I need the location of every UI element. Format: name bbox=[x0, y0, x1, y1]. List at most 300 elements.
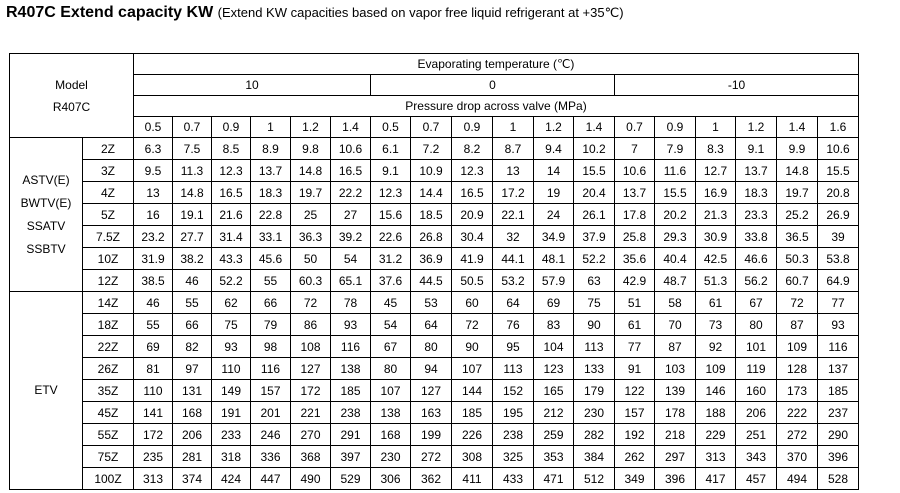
capacity-cell: 246 bbox=[251, 424, 291, 446]
title-main: R407C Extend capacity KW bbox=[6, 4, 214, 21]
capacity-cell: 25.8 bbox=[615, 226, 655, 248]
capacity-cell: 46 bbox=[173, 270, 212, 292]
capacity-cell: 16.5 bbox=[452, 182, 493, 204]
capacity-cell: 8.3 bbox=[696, 138, 736, 160]
table-row bbox=[10, 248, 859, 270]
capacity-cell: 396 bbox=[655, 468, 696, 490]
pressure-col-header: 1 bbox=[493, 117, 534, 138]
capacity-cell: 80 bbox=[411, 336, 452, 358]
capacity-cell: 14.8 bbox=[291, 160, 331, 182]
capacity-cell: 163 bbox=[411, 402, 452, 424]
capacity-cell: 494 bbox=[777, 468, 818, 490]
capacity-cell: 23.2 bbox=[134, 226, 173, 248]
capacity-cell: 10.6 bbox=[331, 138, 371, 160]
page-title bbox=[6, 4, 624, 22]
capacity-cell: 27 bbox=[331, 204, 371, 226]
capacity-cell: 13.7 bbox=[736, 160, 777, 182]
capacity-cell: 272 bbox=[411, 446, 452, 468]
capacity-cell: 7 bbox=[615, 138, 655, 160]
capacity-cell: 10.9 bbox=[411, 160, 452, 182]
capacity-cell: 297 bbox=[655, 446, 696, 468]
capacity-cell: 229 bbox=[696, 424, 736, 446]
capacity-cell: 128 bbox=[777, 358, 818, 380]
model-size-cell: 75Z bbox=[83, 446, 134, 468]
capacity-cell: 60 bbox=[452, 292, 493, 314]
capacity-cell: 512 bbox=[574, 468, 615, 490]
capacity-cell: 20.4 bbox=[574, 182, 615, 204]
capacity-cell: 116 bbox=[331, 336, 371, 358]
capacity-cell: 46 bbox=[134, 292, 173, 314]
capacity-cell: 233 bbox=[212, 424, 251, 446]
capacity-cell: 39.2 bbox=[331, 226, 371, 248]
capacity-cell: 72 bbox=[291, 292, 331, 314]
capacity-cell: 75 bbox=[212, 314, 251, 336]
capacity-cell: 70 bbox=[655, 314, 696, 336]
capacity-cell: 107 bbox=[452, 358, 493, 380]
capacity-cell: 21.6 bbox=[212, 204, 251, 226]
capacity-cell: 362 bbox=[411, 468, 452, 490]
capacity-cell: 9.4 bbox=[534, 138, 574, 160]
capacity-cell: 25 bbox=[291, 204, 331, 226]
capacity-cell: 33.1 bbox=[251, 226, 291, 248]
table-row bbox=[10, 468, 859, 490]
capacity-cell: 69 bbox=[134, 336, 173, 358]
capacity-cell: 40.4 bbox=[655, 248, 696, 270]
capacity-cell: 13 bbox=[134, 182, 173, 204]
model-size-cell: 2Z bbox=[83, 138, 134, 160]
capacity-cell: 109 bbox=[777, 336, 818, 358]
series-name: SSATV bbox=[26, 218, 66, 233]
capacity-cell: 69 bbox=[534, 292, 574, 314]
model-size-cell: 55Z bbox=[83, 424, 134, 446]
capacity-cell: 87 bbox=[655, 336, 696, 358]
series-group-cell bbox=[10, 292, 83, 490]
capacity-cell: 77 bbox=[615, 336, 655, 358]
capacity-cell: 51 bbox=[615, 292, 655, 314]
capacity-cell: 238 bbox=[493, 424, 534, 446]
capacity-cell: 411 bbox=[452, 468, 493, 490]
capacity-cell: 9.1 bbox=[371, 160, 411, 182]
capacity-cell: 9.1 bbox=[736, 138, 777, 160]
capacity-cell: 417 bbox=[696, 468, 736, 490]
pressure-col-header: 0.7 bbox=[411, 117, 452, 138]
capacity-cell: 308 bbox=[452, 446, 493, 468]
capacity-cell: 26.8 bbox=[411, 226, 452, 248]
capacity-cell: 15.5 bbox=[655, 182, 696, 204]
capacity-cell: 31.4 bbox=[212, 226, 251, 248]
capacity-cell: 235 bbox=[134, 446, 173, 468]
table-row bbox=[10, 336, 859, 358]
capacity-cell: 81 bbox=[134, 358, 173, 380]
capacity-cell: 44.1 bbox=[493, 248, 534, 270]
capacity-cell: 53.8 bbox=[818, 248, 859, 270]
capacity-cell: 192 bbox=[615, 424, 655, 446]
capacity-cell: 179 bbox=[574, 380, 615, 402]
capacity-cell: 91 bbox=[615, 358, 655, 380]
capacity-cell: 94 bbox=[411, 358, 452, 380]
capacity-cell: 72 bbox=[777, 292, 818, 314]
series-group-cell bbox=[10, 138, 83, 292]
table-row bbox=[10, 402, 859, 424]
series-name: SSBTV bbox=[26, 241, 66, 256]
capacity-cell: 37.6 bbox=[371, 270, 411, 292]
table-row bbox=[10, 138, 859, 160]
capacity-cell: 396 bbox=[818, 446, 859, 468]
capacity-cell: 195 bbox=[493, 402, 534, 424]
capacity-cell: 35.6 bbox=[615, 248, 655, 270]
capacity-cell: 42.5 bbox=[696, 248, 736, 270]
capacity-cell: 19 bbox=[534, 182, 574, 204]
capacity-cell: 160 bbox=[736, 380, 777, 402]
capacity-cell: 8.7 bbox=[493, 138, 534, 160]
capacity-cell: 19.7 bbox=[291, 182, 331, 204]
table-row bbox=[10, 292, 859, 314]
capacity-cell: 30.4 bbox=[452, 226, 493, 248]
capacity-cell: 447 bbox=[251, 468, 291, 490]
table-row bbox=[10, 270, 859, 292]
capacity-cell: 185 bbox=[818, 380, 859, 402]
capacity-cell: 14 bbox=[534, 160, 574, 182]
capacity-cell: 349 bbox=[615, 468, 655, 490]
capacity-cell: 397 bbox=[331, 446, 371, 468]
evap-temp-header: Evaporating temperature (℃) bbox=[134, 54, 859, 75]
capacity-cell: 127 bbox=[291, 358, 331, 380]
capacity-cell: 22.6 bbox=[371, 226, 411, 248]
pressure-col-header: 0.9 bbox=[452, 117, 493, 138]
pressure-col-header: 0.9 bbox=[212, 117, 251, 138]
capacity-cell: 109 bbox=[696, 358, 736, 380]
capacity-cell: 368 bbox=[291, 446, 331, 468]
capacity-cell: 75 bbox=[574, 292, 615, 314]
table-row bbox=[10, 204, 859, 226]
capacity-cell: 116 bbox=[818, 336, 859, 358]
capacity-cell: 313 bbox=[696, 446, 736, 468]
capacity-cell: 31.9 bbox=[134, 248, 173, 270]
capacity-cell: 168 bbox=[173, 402, 212, 424]
pressure-col-header: 0.5 bbox=[134, 117, 173, 138]
capacity-cell: 201 bbox=[251, 402, 291, 424]
capacity-cell: 457 bbox=[736, 468, 777, 490]
capacity-cell: 24 bbox=[534, 204, 574, 226]
capacity-cell: 110 bbox=[134, 380, 173, 402]
capacity-cell: 38.2 bbox=[173, 248, 212, 270]
pressure-col-header: 0.9 bbox=[655, 117, 696, 138]
capacity-cell: 168 bbox=[371, 424, 411, 446]
capacity-cell: 50.3 bbox=[777, 248, 818, 270]
capacity-cell: 83 bbox=[534, 314, 574, 336]
capacity-cell: 133 bbox=[574, 358, 615, 380]
capacity-cell: 20.9 bbox=[452, 204, 493, 226]
capacity-cell: 149 bbox=[212, 380, 251, 402]
capacity-cell: 36.9 bbox=[411, 248, 452, 270]
capacity-cell: 138 bbox=[371, 402, 411, 424]
capacity-cell: 20.2 bbox=[655, 204, 696, 226]
capacity-cell: 353 bbox=[534, 446, 574, 468]
table-row bbox=[10, 446, 859, 468]
capacity-cell: 313 bbox=[134, 468, 173, 490]
capacity-cell: 131 bbox=[173, 380, 212, 402]
model-size-cell: 3Z bbox=[83, 160, 134, 182]
capacity-cell: 237 bbox=[818, 402, 859, 424]
pressure-col-header: 0.5 bbox=[371, 117, 411, 138]
capacity-cell: 78 bbox=[331, 292, 371, 314]
table-row bbox=[10, 380, 859, 402]
capacity-cell: 25.2 bbox=[777, 204, 818, 226]
capacity-cell: 23.3 bbox=[736, 204, 777, 226]
capacity-cell: 157 bbox=[615, 402, 655, 424]
capacity-cell: 528 bbox=[818, 468, 859, 490]
capacity-cell: 433 bbox=[493, 468, 534, 490]
capacity-cell: 222 bbox=[777, 402, 818, 424]
capacity-cell: 61 bbox=[615, 314, 655, 336]
capacity-cell: 64 bbox=[493, 292, 534, 314]
capacity-cell: 10.2 bbox=[574, 138, 615, 160]
model-size-cell: 26Z bbox=[83, 358, 134, 380]
capacity-cell: 14.4 bbox=[411, 182, 452, 204]
capacity-cell: 36.3 bbox=[291, 226, 331, 248]
capacity-cell: 90 bbox=[452, 336, 493, 358]
capacity-cell: 41.9 bbox=[452, 248, 493, 270]
capacity-cell: 272 bbox=[777, 424, 818, 446]
capacity-cell: 18.3 bbox=[736, 182, 777, 204]
table-row bbox=[10, 160, 859, 182]
capacity-cell: 188 bbox=[696, 402, 736, 424]
capacity-cell: 15.6 bbox=[371, 204, 411, 226]
capacity-cell: 230 bbox=[574, 402, 615, 424]
capacity-cell: 206 bbox=[173, 424, 212, 446]
table-row bbox=[10, 424, 859, 446]
capacity-cell: 30.9 bbox=[696, 226, 736, 248]
capacity-cell: 22.1 bbox=[493, 204, 534, 226]
capacity-cell: 93 bbox=[331, 314, 371, 336]
table-row bbox=[10, 226, 859, 248]
title-subtitle: (Extend KW capacities based on vapor free liquid refrigerant at +35℃) bbox=[217, 5, 624, 20]
model-size-cell: 18Z bbox=[83, 314, 134, 336]
capacity-cell: 259 bbox=[534, 424, 574, 446]
capacity-cell: 7.2 bbox=[411, 138, 452, 160]
capacity-cell: 54 bbox=[331, 248, 371, 270]
model-refrigerant: R407C bbox=[52, 99, 91, 114]
capacity-cell: 15.5 bbox=[574, 160, 615, 182]
temp-header-10: 10 bbox=[134, 75, 371, 96]
capacity-cell: 95 bbox=[493, 336, 534, 358]
pressure-col-header: 0.7 bbox=[615, 117, 655, 138]
capacity-cell: 22.2 bbox=[331, 182, 371, 204]
capacity-cell: 12.7 bbox=[696, 160, 736, 182]
capacity-cell: 66 bbox=[251, 292, 291, 314]
capacity-cell: 10.6 bbox=[615, 160, 655, 182]
capacity-cell: 226 bbox=[452, 424, 493, 446]
capacity-cell: 16.5 bbox=[331, 160, 371, 182]
capacity-cell: 173 bbox=[777, 380, 818, 402]
capacity-cell: 251 bbox=[736, 424, 777, 446]
capacity-cell: 8.2 bbox=[452, 138, 493, 160]
series-name: ASTV(E) bbox=[22, 172, 70, 187]
table-row bbox=[10, 358, 859, 380]
capacity-cell: 206 bbox=[736, 402, 777, 424]
capacity-cell: 113 bbox=[493, 358, 534, 380]
capacity-cell: 82 bbox=[173, 336, 212, 358]
model-size-cell: 45Z bbox=[83, 402, 134, 424]
capacity-cell: 61 bbox=[696, 292, 736, 314]
table-row bbox=[10, 182, 859, 204]
capacity-cell: 325 bbox=[493, 446, 534, 468]
capacity-cell: 108 bbox=[291, 336, 331, 358]
table-row bbox=[10, 314, 859, 336]
capacity-cell: 137 bbox=[818, 358, 859, 380]
model-size-cell: 12Z bbox=[83, 270, 134, 292]
capacity-cell: 42.9 bbox=[615, 270, 655, 292]
capacity-cell: 62 bbox=[212, 292, 251, 314]
capacity-cell: 66 bbox=[173, 314, 212, 336]
capacity-cell: 39 bbox=[818, 226, 859, 248]
model-size-cell: 4Z bbox=[83, 182, 134, 204]
capacity-cell: 77 bbox=[818, 292, 859, 314]
capacity-cell: 152 bbox=[493, 380, 534, 402]
capacity-cell: 10.6 bbox=[818, 138, 859, 160]
capacity-cell: 157 bbox=[251, 380, 291, 402]
capacity-cell: 60.3 bbox=[291, 270, 331, 292]
capacity-cell: 86 bbox=[291, 314, 331, 336]
capacity-cell: 17.2 bbox=[493, 182, 534, 204]
capacity-cell: 139 bbox=[655, 380, 696, 402]
capacity-cell: 374 bbox=[173, 468, 212, 490]
capacity-cell: 13.7 bbox=[251, 160, 291, 182]
model-size-cell: 100Z bbox=[83, 468, 134, 490]
capacity-cell: 55 bbox=[251, 270, 291, 292]
pressure-col-header: 1.4 bbox=[331, 117, 371, 138]
capacity-cell: 185 bbox=[331, 380, 371, 402]
capacity-cell: 13 bbox=[493, 160, 534, 182]
capacity-cell: 80 bbox=[371, 358, 411, 380]
capacity-cell: 36.5 bbox=[777, 226, 818, 248]
capacity-cell: 127 bbox=[411, 380, 452, 402]
capacity-cell: 8.5 bbox=[212, 138, 251, 160]
capacity-cell: 199 bbox=[411, 424, 452, 446]
capacity-cell: 282 bbox=[574, 424, 615, 446]
capacity-cell: 50.5 bbox=[452, 270, 493, 292]
capacity-cell: 52.2 bbox=[574, 248, 615, 270]
capacity-cell: 90 bbox=[574, 314, 615, 336]
capacity-cell: 26.1 bbox=[574, 204, 615, 226]
capacity-cell: 490 bbox=[291, 468, 331, 490]
capacity-cell: 165 bbox=[534, 380, 574, 402]
capacity-cell: 9.5 bbox=[134, 160, 173, 182]
capacity-cell: 64.9 bbox=[818, 270, 859, 292]
capacity-cell: 55 bbox=[173, 292, 212, 314]
capacity-cell: 6.3 bbox=[134, 138, 173, 160]
capacity-cell: 20.8 bbox=[818, 182, 859, 204]
capacity-cell: 97 bbox=[173, 358, 212, 380]
pressure-drop-header: Pressure drop across valve (MPa) bbox=[134, 96, 859, 117]
capacity-cell: 529 bbox=[331, 468, 371, 490]
pressure-col-header: 1.4 bbox=[574, 117, 615, 138]
capacity-cell: 52.2 bbox=[212, 270, 251, 292]
capacity-cell: 103 bbox=[655, 358, 696, 380]
capacity-cell: 44.5 bbox=[411, 270, 452, 292]
capacity-cell: 122 bbox=[615, 380, 655, 402]
model-label: Model bbox=[55, 77, 88, 92]
capacity-cell: 11.3 bbox=[173, 160, 212, 182]
capacity-cell: 37.9 bbox=[574, 226, 615, 248]
capacity-cell: 144 bbox=[452, 380, 493, 402]
pressure-col-header: 0.7 bbox=[173, 117, 212, 138]
capacity-cell: 16.5 bbox=[212, 182, 251, 204]
capacity-cell: 22.8 bbox=[251, 204, 291, 226]
capacity-cell: 138 bbox=[331, 358, 371, 380]
pressure-col-header: 1.2 bbox=[534, 117, 574, 138]
capacity-cell: 92 bbox=[696, 336, 736, 358]
capacity-cell: 291 bbox=[331, 424, 371, 446]
capacity-cell: 60.7 bbox=[777, 270, 818, 292]
capacity-cell: 101 bbox=[736, 336, 777, 358]
capacity-cell: 343 bbox=[736, 446, 777, 468]
capacity-cell: 50 bbox=[291, 248, 331, 270]
capacity-cell: 172 bbox=[291, 380, 331, 402]
capacity-cell: 72 bbox=[452, 314, 493, 336]
capacity-cell: 67 bbox=[371, 336, 411, 358]
capacity-cell: 45 bbox=[371, 292, 411, 314]
capacity-cell: 26.9 bbox=[818, 204, 859, 226]
capacity-cell: 51.3 bbox=[696, 270, 736, 292]
capacity-cell: 262 bbox=[615, 446, 655, 468]
capacity-cell: 67 bbox=[736, 292, 777, 314]
capacity-cell: 43.3 bbox=[212, 248, 251, 270]
capacity-cell: 65.1 bbox=[331, 270, 371, 292]
capacity-cell: 6.1 bbox=[371, 138, 411, 160]
capacity-cell: 221 bbox=[291, 402, 331, 424]
capacity-cell: 8.9 bbox=[251, 138, 291, 160]
capacity-cell: 56.2 bbox=[736, 270, 777, 292]
model-size-cell: 10Z bbox=[83, 248, 134, 270]
capacity-cell: 14.8 bbox=[173, 182, 212, 204]
pressure-col-header: 1.6 bbox=[818, 117, 859, 138]
capacity-cell: 31.2 bbox=[371, 248, 411, 270]
capacity-cell: 119 bbox=[736, 358, 777, 380]
capacity-table bbox=[9, 53, 859, 490]
capacity-cell: 98 bbox=[251, 336, 291, 358]
capacity-cell: 123 bbox=[534, 358, 574, 380]
capacity-cell: 34.9 bbox=[534, 226, 574, 248]
model-size-cell: 7.5Z bbox=[83, 226, 134, 248]
capacity-cell: 116 bbox=[251, 358, 291, 380]
capacity-cell: 53.2 bbox=[493, 270, 534, 292]
capacity-cell: 9.8 bbox=[291, 138, 331, 160]
capacity-cell: 12.3 bbox=[212, 160, 251, 182]
capacity-cell: 7.9 bbox=[655, 138, 696, 160]
capacity-cell: 87 bbox=[777, 314, 818, 336]
capacity-cell: 54 bbox=[371, 314, 411, 336]
capacity-cell: 110 bbox=[212, 358, 251, 380]
capacity-cell: 48.1 bbox=[534, 248, 574, 270]
capacity-cell: 230 bbox=[371, 446, 411, 468]
capacity-cell: 53 bbox=[411, 292, 452, 314]
series-name: BWTV(E) bbox=[20, 195, 72, 210]
capacity-cell: 16.9 bbox=[696, 182, 736, 204]
temp-header-0: 0 bbox=[371, 75, 615, 96]
model-size-cell: 22Z bbox=[83, 336, 134, 358]
capacity-cell: 55 bbox=[134, 314, 173, 336]
capacity-cell: 27.7 bbox=[173, 226, 212, 248]
capacity-cell: 64 bbox=[411, 314, 452, 336]
capacity-cell: 46.6 bbox=[736, 248, 777, 270]
series-name: ETV bbox=[34, 383, 58, 397]
capacity-cell: 63 bbox=[574, 270, 615, 292]
capacity-cell: 14.8 bbox=[777, 160, 818, 182]
capacity-cell: 212 bbox=[534, 402, 574, 424]
capacity-cell: 12.3 bbox=[452, 160, 493, 182]
model-size-cell: 14Z bbox=[83, 292, 134, 314]
